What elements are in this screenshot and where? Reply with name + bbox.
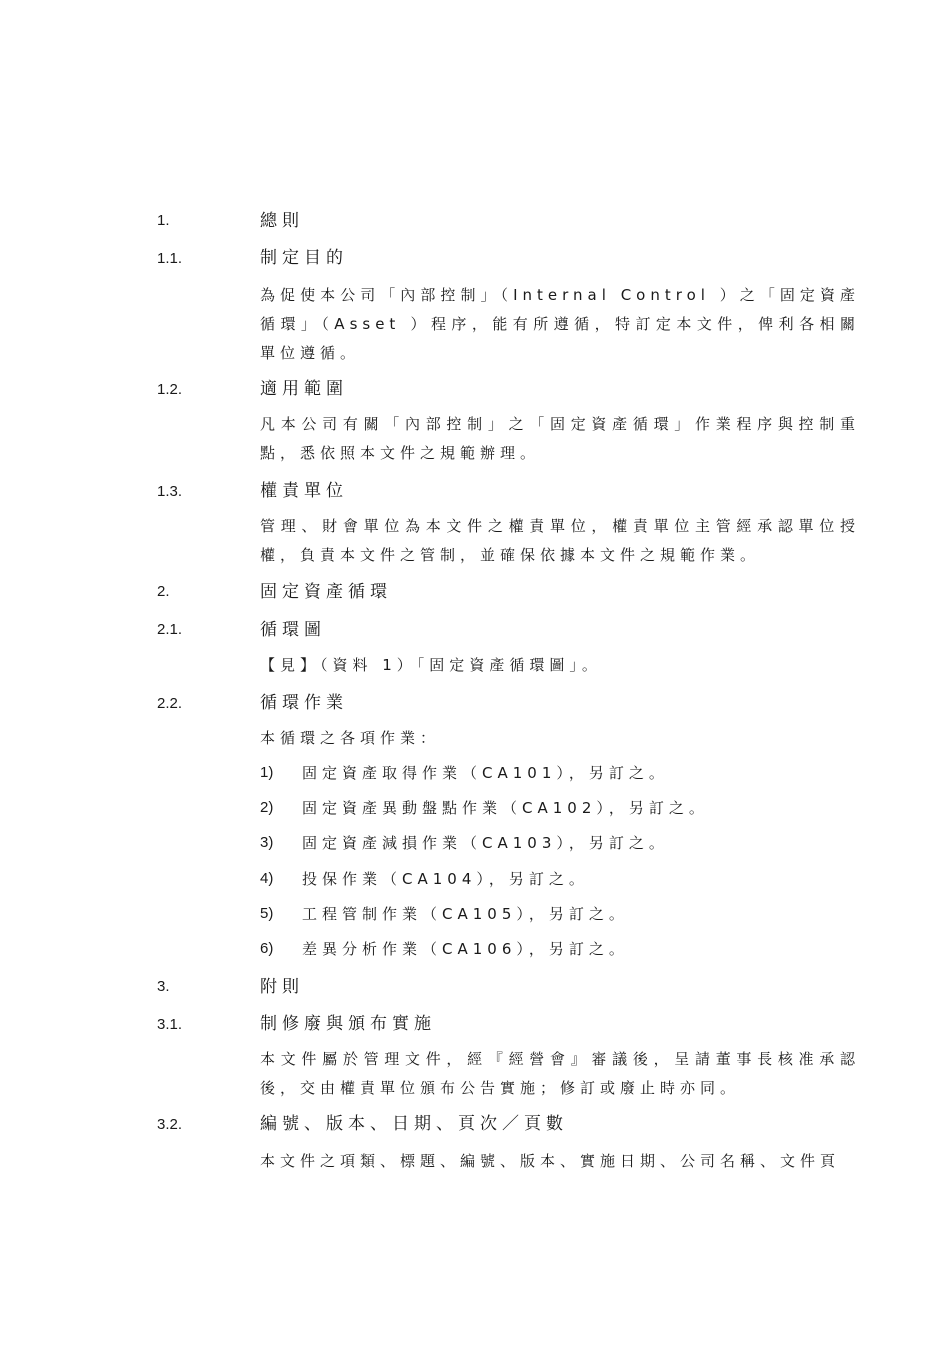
subsection-heading: 適用範圍: [260, 379, 348, 399]
subsection-heading: 制定目的: [260, 248, 348, 268]
subsection-number: 3.1.: [157, 1016, 183, 1033]
purpose-paragraph: 為促使本公司「內部控制」（Internal Control ）之「固定資產循環」（Asset ）程序，能有所遵循，特訂定本文件，俾利各相關單位遵循。: [260, 286, 860, 362]
cycle-intro: 本循環之各項作業：: [260, 729, 441, 747]
responsibility-paragraph: 管理、財會單位為本文件之權責單位，權責單位主管經承認單位授權，負責本文件之管制，並確保依據本文件之規範作業。: [260, 517, 860, 564]
list-item: 固定資產取得作業（CA101），另訂之。: [302, 764, 669, 782]
subsection-number: 1.2.: [157, 381, 183, 398]
section-heading: 附則: [260, 977, 304, 997]
numbering-paragraph: 本文件之項類、標題、編號、版本、實施日期、公司名稱、文件頁: [260, 1152, 841, 1170]
section-number: 3.: [157, 978, 170, 995]
list-item-number: 6): [260, 940, 274, 957]
subsection-heading: 循環圖: [260, 620, 326, 640]
subsection-heading: 權責單位: [260, 481, 348, 501]
subsection-heading: 循環作業: [260, 693, 348, 713]
subsection-number: 2.2.: [157, 695, 183, 712]
subsection-number: 2.1.: [157, 621, 183, 638]
list-item-number: 3): [260, 834, 274, 851]
cycle-chart-reference: 【見】（資料 1）「固定資產循環圖」。: [260, 656, 602, 674]
subsection-number: 1.3.: [157, 483, 183, 500]
list-item-number: 1): [260, 764, 274, 781]
list-item: 差異分析作業（CA106），另訂之。: [302, 940, 629, 958]
list-item-number: 5): [260, 905, 274, 922]
list-item: 固定資產異動盤點作業（CA102），另訂之。: [302, 799, 709, 817]
list-item: 工程管制作業（CA105），另訂之。: [302, 905, 629, 923]
section-heading: 固定資產循環: [260, 582, 392, 602]
section-number: 2.: [157, 583, 170, 600]
subsection-number: 1.1.: [157, 250, 183, 267]
list-item-number: 4): [260, 870, 274, 887]
section-heading: 總則: [260, 211, 304, 231]
issuance-paragraph: 本文件屬於管理文件，經『經營會』審議後，呈請董事長核准承認後，交由權責單位頒布公告實施；修訂或廢止時亦同。: [260, 1050, 860, 1097]
list-item: 投保作業（CA104），另訂之。: [302, 870, 589, 888]
subsection-heading: 編號、版本、日期、頁次／頁數: [260, 1114, 568, 1134]
list-item-number: 2): [260, 799, 274, 816]
section-number: 1.: [157, 212, 170, 229]
subsection-heading: 制修廢與頒布實施: [260, 1014, 436, 1034]
subsection-number: 3.2.: [157, 1116, 183, 1133]
list-item: 固定資產減損作業（CA103），另訂之。: [302, 834, 669, 852]
scope-paragraph: 凡本公司有關「內部控制」之「固定資產循環」作業程序與控制重點，悉依照本文件之規範辦理。: [260, 415, 860, 462]
